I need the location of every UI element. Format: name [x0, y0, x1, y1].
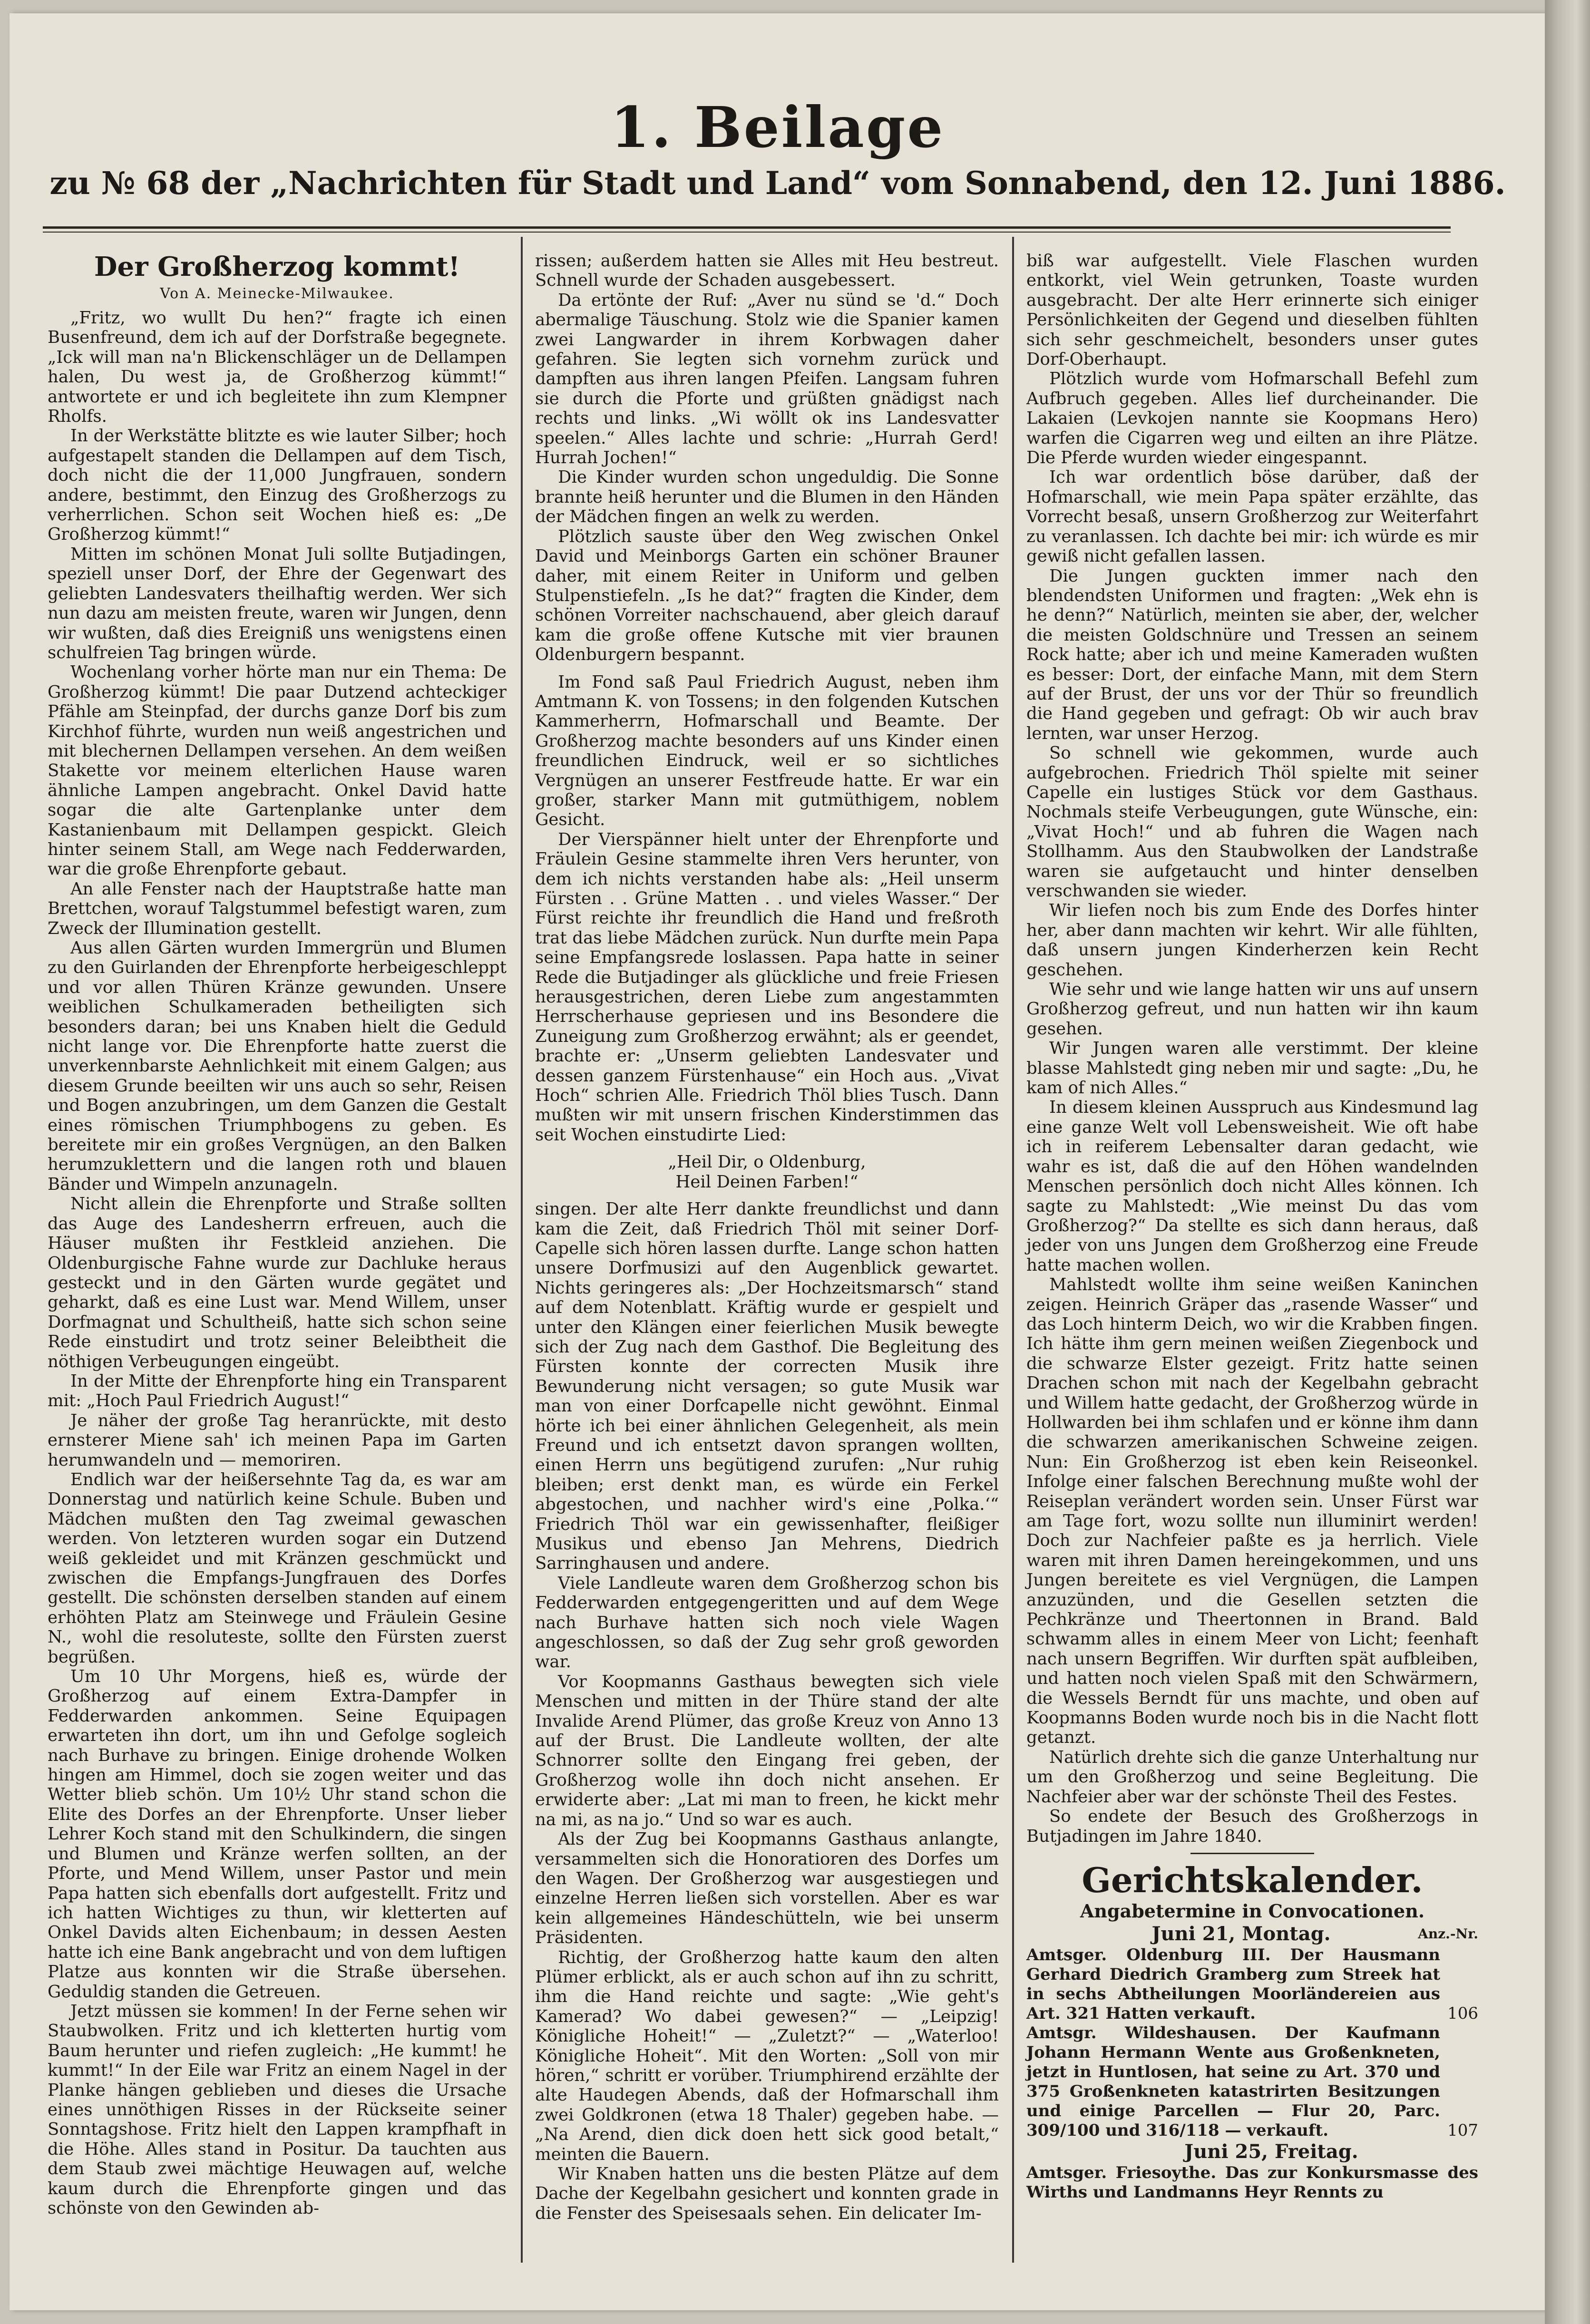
- paragraph: singen. Der alte Herr dankte freundlichst und dann kam die Zeit, daß Friedrich Thöl mit seiner Dorf-Capelle sich hören lassen durfte. Lange schon hatten unsere Dorfmusizi auf den Augenblick gewartet. Nichts geringeres als: „Der Hochzeitsmarsch“ stand auf dem Notenblatt. Kräftig wurde er gespielt und unter den Klängen einer feierlichen Musik bewegte sich der Zug nach dem Gasthof. Die Begleitung des Fürsten konnte der correcten Musik ihre Bewunderung nicht versagen; so gute Musik war man von einer Dorfcapelle nicht gewöhnt. Einmal hörte ich bei einer ähnlichen Gelegenheit, als mein Freund und ich entsetzt davon sprangen wollten, einen Herrn uns begütigend zurufen: „Nur ruhig bleiben; erst denkt man, es würde ein Ferkel abgestochen, und nachher wird's eine ‚Polka.‘“ Friedrich Thöl war ein gewissenhafter, fleißiger Musikus und ebenso Jan Mehrens, Diedrich Sarringhausen und andere.: [535, 1199, 999, 1574]
- calendar-date: Juni 21, Montag.: [1151, 1922, 1331, 1945]
- paragraph: Vor Koopmanns Gasthaus bewegten sich viele Menschen und mitten in der Thüre stand der alte Invalide Arend Plümer, das große Kreuz von Anno 13 auf der Brust. Die Landleute wollten, der alte Schnorrer sollte den Eingang frei geben, der Großherzog wolle ihn doch nicht ansehen. Er erwiderte aber: „Lat mi man to freen, he kickt mehr na mi, as na jo.“ Und so war es auch.: [535, 1672, 999, 1829]
- paragraph: biß war aufgestellt. Viele Flaschen wurden entkorkt, viel Wein getrunken, Toaste wurden ausgebracht. Der alte Herr erinnerte sich einiger Persönlichkeiten der Gegend und dieselben fühlten sich sehr geschmeichelt, besonders unser gutes Dorf-Oberhaupt.: [1026, 251, 1478, 370]
- paragraph: An alle Fenster nach der Hauptstraße hatte man Brettchen, worauf Talgstummel befestigt waren, zum Zweck der Illumination gestellt.: [48, 879, 507, 938]
- paragraph: Wie sehr und wie lange hatten wir uns auf unsern Großherzog gefreut, und nun hatten wir ihn kaum gesehen.: [1026, 980, 1478, 1039]
- supplement-title: 1. Beilage: [610, 94, 945, 160]
- article-column-2: [535, 251, 999, 2223]
- entry-text: Amtsger. Friesoythe. Das zur Konkursmasse des Wirths und Landmanns Heyr Rennts zu: [1026, 2163, 1478, 2202]
- paragraph: Natürlich drehte sich die ganze Unterhaltung nur um den Großherzog und seine Begleitung. Die Nachfeier aber war der schönste Theil des Festes.: [1026, 1747, 1478, 1807]
- paragraph: So endete der Besuch des Großherzogs in Butjadingen im Jahre 1840.: [1026, 1807, 1478, 1846]
- paragraph: Mitten im schönen Monat Juli sollte Butjadingen, speziell unser Dorf, der Ehre der Gegenwart des geliebten Landesvaters theilhaftig werden. Wer sich nun dazu am meisten freute, waren wir Jungen, denn wir wußten, daß dies Ereigniß uns wenigstens einen schulfreien Tag bringen würde.: [48, 544, 507, 662]
- entry-number: 107: [1447, 2120, 1478, 2140]
- paragraph: Wir Jungen waren alle verstimmt. Der kleine blasse Mahlstedt ging neben mir und sagte: „Du, he kam of nich Alles.“: [1026, 1039, 1478, 1098]
- gerichtskalender-section: [1026, 1861, 1478, 2202]
- gerichtskalender-subtitle: Angabetermine in Convocationen.: [1080, 1900, 1425, 1922]
- entry-number: 106: [1447, 2003, 1478, 2023]
- column-header-anz-nr: Anz.-Nr.: [1418, 1925, 1478, 1942]
- paragraph: Aus allen Gärten wurden Immergrün und Blumen zu den Guirlanden der Ehrenpforte herbeigeschleppt und vor allen Thüren Kränze gewunden. Unsere weiblichen Schulkameraden betheiligten sich besonders daran; bei uns Knaben hielt die Geduld nicht lange vor. Die Ehrenpforte hatte zuerst die unverkennbarste Aehnlichkeit mit einem Galgen; aus diesem Grunde beeilten wir uns auch so sehr, Reisen und Bogen anzubringen, um dem Ganzen die Gestalt eines römischen Triumphbogens zu geben. Es bereitete mir ein großes Vergnügen, an den Balken herumzuklettern und die langen roth und blauen Bänder und Wimpeln anzunageln.: [48, 938, 507, 1194]
- calendar-date-row: [1026, 2140, 1478, 2163]
- paragraph: rissen; außerdem hatten sie Alles mit Heu bestreut. Schnell wurde der Schaden ausgebessert.: [535, 251, 999, 291]
- calendar-date: Juni 25, Freitag.: [1184, 2140, 1358, 2163]
- entry-text: Amtsger. Oldenburg III. Der Hausmann Gerhard Diedrich Gramberg zum Streek hat in sechs Abtheilungen Moorländereien aus Art. 321 Hatten verkauft.: [1026, 1945, 1440, 2023]
- header-rule-thin: [43, 232, 1451, 233]
- song-line: „Heil Dir, o Oldenburg,: [668, 1152, 866, 1172]
- paragraph: Viele Landleute waren dem Großherzog schon bis Fedderwarden entgegengeritten und auf dem Wege nach Burhave hatten sich noch viele Wagen angeschlossen, so daß der Zug sehr groß geworden war.: [535, 1573, 999, 1672]
- paragraph: Die Jungen guckten immer nach den blendendsten Uniformen und fragten: „Wek ehn is he denn?“ Natürlich, meinten sie aber, der, welcher die meisten Goldschnüre und Tressen an seinem Rock hatte; aber ich und meine Kameraden wußten es besser: Dort, der einfache Mann, mit dem Stern auf der Brust, der uns vor der Thür so freundlich die Hand gegeben und gefragt: Ob wir auch brav lernten, war unser Herzog.: [1026, 566, 1478, 743]
- paragraph: Der Vierspänner hielt unter der Ehrenpforte und Fräulein Gesine stammelte ihren Vers herunter, von dem ich nichts verstanden habe als: „Heil unserm Fürsten . . Grüne Matten . . und vieles Wasser.“ Der Fürst reichte ihr freundlich die Hand und freßroth trat das liebe Mädchen zurück. Nun durfte mein Papa seine Empfangsrede loslassen. Papa hatte in seiner Rede die Butjadinger als glückliche und freie Friesen herausgestrichen, deren Liebe zum angestammten Herrscherhause gepriesen und ins Besondere die Zuneigung zum Großherzog erwähnt; als er geendet, brachte er: „Unserm geliebten Landesvater und dessen ganzem Fürstenhause“ ein Hoch aus. „Vivat Hoch“ schrien Alle. Friedrich Thöl blies Tusch. Dann mußten wir mit unsern frischen Kinderstimmen das seit Wochen einstudirte Lied:: [535, 829, 999, 1145]
- paragraph: Als der Zug bei Koopmanns Gasthaus anlangte, versammelten sich die Honoratioren des Dorfes um den Wagen. Der Großherzog war ausgestiegen und einzelne Herren ließen sich vorstellen. Aber es war kein allgemeines Händeschütteln, wie bei unserm Präsidenten.: [535, 1829, 999, 1948]
- paragraph: Richtig, der Großherzog hatte kaum den alten Plümer erblickt, als er auch schon auf ihn zu schritt, ihm die Hand reichte und sagte: „Wie geht's Kamerad? Wo dabei gewesen?“ — „Leipzig! Königliche Hoheit!“ — „Zuletzt?“ — „Waterloo! Königliche Hoheit“. Mit den Worten: „Soll von mir hören,“ schritt er vorüber. Triumphirend erzählte der alte Haudegen Abends, daß der Hofmarschall ihm zwei Goldkronen (etwa 18 Thaler) gegeben habe. — „Na Arend, dien dick doen hett sick good betalt,“ meinten die Bauern.: [535, 1947, 999, 2164]
- paragraph: Da ertönte der Ruf: „Aver nu sünd se 'd.“ Doch abermalige Täuschung. Stolz wie die Spanier kamen zwei Langwarder in ihrem Korbwagen daher gefahren. Sie legten sich vornehm zurück und dampften aus ihren langen Pfeifen. Langsam fuhren sie durch die Pforte und grüßten gnädigst nach rechts und links. „Wi wöllt ok ins Landesvatter speelen.“ Alles lachte und schrie: „Hurrah Gerd! Hurrah Jochen!“: [535, 290, 999, 468]
- supplement-subtitle: zu № 68 der „Nachrichten für Stadt und Land“ vom Sonnabend, den 12. Juni 1886.: [49, 165, 1506, 202]
- paragraph: Plötzlich wurde vom Hofmarschall Befehl zum Aufbruch gegeben. Alles lief durcheinander. Die Lakaien (Levkojen nannte sie Koopmans Hero) warfen die Cigarren weg und eilten an ihre Plätze. Die Pferde wurden wieder eingespannt.: [1026, 369, 1478, 468]
- article-byline: Von A. Meinecke-Milwaukee.: [160, 285, 394, 302]
- calendar-entry: [1026, 2023, 1478, 2140]
- paragraph: Ich war ordentlich böse darüber, daß der Hofmarschall, wie mein Papa später erzählte, das Vorrecht besaß, unsern Großherzog zur Weiterfahrt zu veranlassen. Ich dachte bei mir: ich würde es mir gewiß nicht gefallen lassen.: [1026, 467, 1478, 566]
- article-column-3: [1026, 251, 1478, 2202]
- paragraph: Nicht allein die Ehrenpforte und Straße sollten das Auge des Landesherrn erfreuen, auch die Häuser mußten ihr Festkleid anziehen. Die Oldenburgische Fahne wurde zur Dachluke heraus gesteckt und in den Gärten wurde gegätet und geharkt, daß es eine Lust war. Mend Willem, unser Dorfmagnat und Schultheiß, hatte sich schon seine Rede einstudirt und trotz seiner Beleibtheit die nöthigen Verbeugungen eingeübt.: [48, 1194, 507, 1371]
- paragraph: Mahlstedt wollte ihm seine weißen Kaninchen zeigen. Heinrich Gräper das „rasende Wasser“ und das Loch hinterm Deich, wo wir die Krabben fingen. Ich hätte ihm gern meinen weißen Ziegenbock und die schwarze Elster gezeigt. Fritz hatte seinen Drachen schon mit nach der Kegelbahn gebracht und Willem hatte gedacht, der Großherzog würde in Hollwarden bei ihm schlafen und er könne ihm dann die schwarzen amerikanischen Schweine zeigen. Nun: Ein Großherzog ist eben kein Reiseonkel. Infolge einer falschen Berechnung mußte wohl der Reiseplan verändert worden sein. Unser Fürst war am Tage fort, wozu sollte nun illuminirt werden! Doch zur Nachfeier paßte es ja herrlich. Viele waren mit ihren Damen hereingekommen, und uns Jungen bereitete es viel Vergnügen, die Lampen anzuzünden, und die Gesellen setzten die Pechkränze und Theertonnen in Brand. Bald schwamm alles in einem Meer von Licht; feenhaft nach unsern Begriffen. Wir durften spät aufbleiben, und hatten noch vielen Spaß mit den Schwärmern, die Wessels Berndt für uns machte, und oben auf Koopmanns Boden wurde noch bis in die Nacht flott getanzt.: [1026, 1275, 1478, 1748]
- paragraph: Jetzt müssen sie kommen! In der Ferne sehen wir Staubwolken. Fritz und ich kletterten hurtig vom Baum herunter und riefen zugleich: „He kummt! he kummt!“ In der Eile war Fritz an einem Nagel in der Planke hängen geblieben und dieses die Ursache eines unnöthigen Risses in der Rückseite seiner Sonntagshose. Fritz hielt den Lappen krampfhaft in die Höhe. Alles stand in Positur. Da tauchten aus dem Staub zwei mächtige Heuwagen auf, welche kaum durch die Ehrenpforte gingen und das schönste von den Gewinden ab-: [48, 2001, 507, 2218]
- section-divider: [1190, 1853, 1314, 1854]
- paragraph: „Fritz, wo wullt Du hen?“ fragte ich einen Busenfreund, dem ich auf der Dorfstraße begegnete. „Ick will man na'n Blickenschläger un de Dellampen halen, Du west ja, de Großherzog kümmt!“ antwortete er und ich begleitete ihn zum Klempner Rholfs.: [48, 308, 507, 427]
- calendar-entry: [1026, 2163, 1478, 2202]
- paragraph: Endlich war der heißersehnte Tag da, es war am Donnerstag und natürlich keine Schule. Buben und Mädchen mußten den Tag zweimal gewaschen werden. Von letzteren wurden sogar ein Dutzend weiß gekleidet und mit Kränzen geschmückt und zwischen die Empfangs-Jungfrauen des Dorfes gestellt. Die schönsten derselben standen auf einem erhöhten Platz am Steinwege und Fräulein Gesine N., wohl die resoluteste, sollte den Fürsten zuerst begrüßen.: [48, 1469, 507, 1667]
- column-divider-2: [1012, 237, 1014, 2263]
- paragraph: Im Fond saß Paul Friedrich August, neben ihm Amtmann K. von Tossens; in den folgenden Kutschen Kammerherrn, Hofmarschall und Beamte. Der Großherzog machte besonders auf uns Kinder einen freundlichen Eindruck, weil er so sichtliches Vergnügen an unserer Festfreude hatte. Er war ein großer, starker Mann mit gutmüthigem, noblem Gesicht.: [535, 672, 999, 830]
- calendar-entry: [1026, 1945, 1478, 2023]
- paragraph: Plötzlich sauste über den Weg zwischen Onkel David und Meinborgs Garten ein schöner Brauner daher, mit einem Reiter in Uniform und gelben Stulpenstiefeln. „Is he dat?“ fragten die Kinder, dem schönen Vorreiter nachschauend, aber gleich darauf kam die große offene Kutsche mit vier braunen Oldenburgern bespannt.: [535, 526, 999, 665]
- paragraph: Wir Knaben hatten uns die besten Plätze auf dem Dache der Kegelbahn gesichert und konnten grade in die Fenster des Speisesaals sehen. Ein delicater Im-: [535, 2164, 999, 2223]
- gerichtskalender-title: Gerichtskalender.: [1082, 1859, 1423, 1900]
- book-binding-edge: [1545, 0, 1590, 2324]
- calendar-date-row: [1026, 1923, 1478, 1945]
- entry-text: Amtsgr. Wildeshausen. Der Kaufmann Johann Hermann Wente aus Großenkneten, jetzt in Huntlosen, hat seine zu Art. 370 und 375 Großenkneten katastrirten Besitzungen und einige Parcellen — Flur 20, Parc. 309/100 und 316/118 — verkauft.: [1026, 2023, 1440, 2140]
- paragraph: In diesem kleinen Ausspruch aus Kindesmund lag eine ganze Welt voll Lebensweisheit. Wie oft habe ich in reiferem Lebensalter daran gedacht, wie wahr es ist, daß die auf den Höhen wandelnden Menschen persönlich doch nicht Alles können. Ich sagte zu Mahlstedt: „Wie meinst Du das vom Großherzog?“ Da stellte es sich dann heraus, daß jeder von uns Jungen dem Großherzog eine Freude hatte machen wollen.: [1026, 1098, 1478, 1275]
- article-title: Der Großherzog kommt!: [94, 251, 460, 282]
- paragraph: So schnell wie gekommen, wurde auch aufgebrochen. Friedrich Thöl spielte mit seiner Capelle ein lustiges Stück vor dem Gasthaus. Nochmals steife Verbeugungen, gute Wünsche, ein: „Vivat Hoch!“ und ab fuhren die Wagen nach Stollhamm. Aus den Staubwolken der Landstraße waren sie aufgetaucht und hinter denselben verschwanden sie wieder.: [1026, 743, 1478, 901]
- paragraph: In der Werkstätte blitzte es wie lauter Silber; hoch aufgestapelt standen die Dellampen auf dem Tisch, doch nicht die der 11,000 Jungfrauen, sondern andere, bestimmt, den Einzug des Großherzogs zu verherrlichen. Schon seit Wochen hieß es: „De Großherzog kümmt!“: [48, 426, 507, 545]
- newspaper-page: [10, 13, 1546, 2310]
- article-column-1: [48, 251, 507, 2218]
- paragraph: Wir liefen noch bis zum Ende des Dorfes hinter her, aber dann machten wir kehrt. Wir alle fühlten, daß unsern jungen Kinderherzen kein Recht geschehen.: [1026, 901, 1478, 980]
- paragraph: Um 10 Uhr Morgens, hieß es, würde der Großherzog auf einem Extra-Dampfer in Fedderwarden ankommen. Seine Equipagen erwarteten ihn dort, um ihn und Gefolge sogleich nach Burhave zu bringen. Einige drohende Wolken hingen am Himmel, doch sie zogen weiter und das Wetter blieb schön. Um 10½ Uhr stand schon die Elite des Dorfes an der Ehrenpforte. Unser lieber Lehrer Koch stand mit den Schulkindern, die singen und Blumen und Kränze werfen sollten, an der Pforte, und Mend Willem, unser Pastor und mein Papa hatten sich ebenfalls dort aufgestellt. Fritz und ich hatten Wichtiges zu thun, wir kletterten auf Onkel Davids alten Eichenbaum; in dessen Aesten hatte ich eine Bank angebracht und von dem luftigen Platze aus konnten wir die Straße übersehen. Geduldig standen die Getreuen.: [48, 1667, 507, 2002]
- paragraph: Je näher der große Tag heranrückte, mit desto ernsterer Miene sah' ich meinen Papa im Garten herumwandeln und — memoriren.: [48, 1410, 507, 1470]
- column-divider-1: [521, 237, 523, 2263]
- song-line: Heil Deinen Farben!“: [675, 1172, 858, 1192]
- paragraph: Wochenlang vorher hörte man nur ein Thema: De Großherzog kümmt! Die paar Dutzend achteckiger Pfähle am Steinpfad, der durchs ganze Dorf bis zum Kirchhof führte, wurden nun weiß angestrichen und mit blechernen Dellampen versehen. An dem weißen Stakette vor meinem elterlichen Hause waren ähnliche Lampen angebracht. Onkel David hatte sogar die alte Gartenplanke unter dem Kastanienbaum mit Dellampen gespickt. Gleich hinter seinem Stall, am Wege nach Fedderwarden, war die große Ehrenpforte gebaut.: [48, 662, 507, 879]
- header-rule-thick: [43, 226, 1451, 229]
- paragraph: In der Mitte der Ehrenpforte hing ein Transparent mit: „Hoch Paul Friedrich August!“: [48, 1371, 507, 1411]
- paragraph: Die Kinder wurden schon ungeduldig. Die Sonne brannte heiß herunter und die Blumen in den Händen der Mädchen fingen an welk zu werden.: [535, 467, 999, 527]
